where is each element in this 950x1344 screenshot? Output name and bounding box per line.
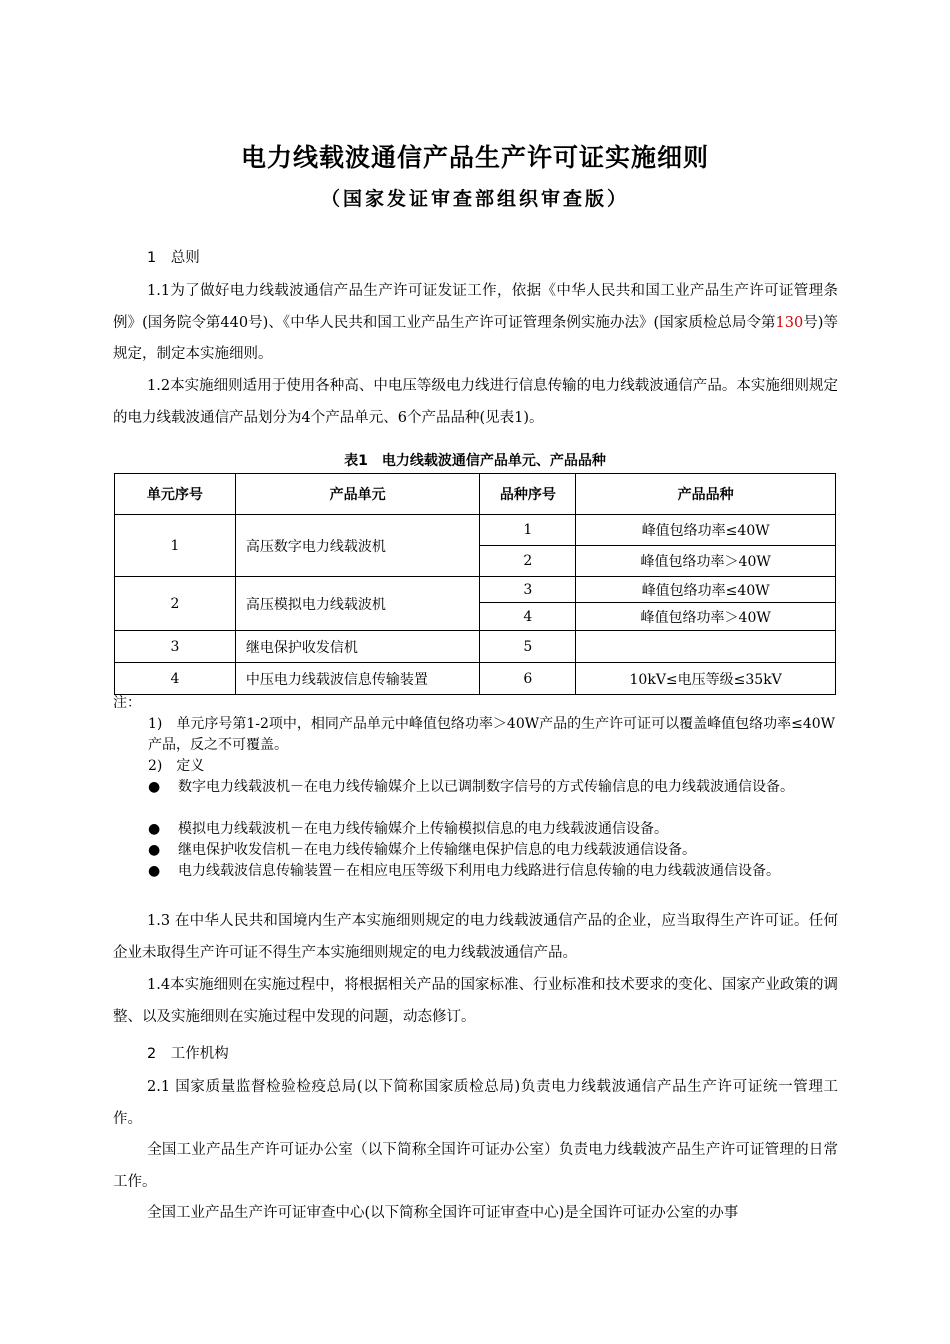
paragraph-1-4 [113, 970, 838, 1033]
definition-text: 继电保护收发信机－在电力线传输媒介上传输继电保护信息的电力线载波通信设备。 [178, 842, 696, 858]
paragraph-2-2-text: 全国工业产品生产许可证办公室（以下简称全国许可证办公室）负责电力线载波产品生产许可证管理的日常工作。 [113, 1142, 838, 1190]
section-1-heading: 1 总则 [147, 250, 200, 266]
paragraph-1-1-text: 1.1为了做好电力线载波通信产品生产许可证发证工作，依据《中华人民共和国工业产品生产许可证管理条例》(国务院令第440号)、《中华人民共和国工业产品生产许可证管理条例实施办法》(国家质检总局令第 [113, 283, 838, 331]
cell-unit: 高压数字电力线载波机 [235, 515, 480, 577]
bullet-icon: ● [148, 821, 161, 837]
cell-variant-no: 4 [480, 603, 576, 631]
cell-variant-no: 1 [480, 515, 576, 546]
cell-variant [576, 631, 836, 663]
paragraph-1-3 [113, 906, 838, 969]
bullet-icon: ● [148, 779, 161, 795]
table-row [115, 663, 836, 695]
paragraph-1-3-text: 1.3 在中华人民共和国境内生产本实施细则规定的电力线载波通信产品的企业，应当取得生产许可证。任何企业未取得生产许可证不得生产本实施细则规定的电力线载波通信产品。 [113, 913, 838, 961]
table-caption: 表1 电力线载波通信产品单元、产品品种 [344, 453, 606, 469]
paragraph-2-1 [113, 1072, 838, 1135]
table-header-row [115, 474, 836, 515]
bullet-icon: ● [148, 842, 161, 858]
header-unit-no: 单元序号 [115, 474, 236, 515]
cell-variant-no: 3 [480, 577, 576, 603]
cell-variant-no: 5 [480, 631, 576, 663]
header-variant-no: 品种序号 [480, 474, 576, 515]
paragraph-1-1 [113, 276, 838, 371]
cell-unit-no: 3 [115, 631, 236, 663]
document-title: 电力线载波通信产品生产许可证实施细则 [240, 143, 709, 172]
header-variant: 产品品种 [576, 474, 836, 515]
definition-text: 数字电力线载波机－在电力线传输媒介上以已调制数字信号的方式传输信息的电力线载波通信设备。 [178, 779, 794, 795]
paragraph-2-3-text: 全国工业产品生产许可证审查中心(以下简称全国许可证审查中心)是全国许可证办公室的办事 [147, 1205, 739, 1221]
cell-unit: 继电保护收发信机 [235, 631, 480, 663]
cell-variant: 峰值包络功率≤40W [576, 515, 836, 546]
cell-variant: 峰值包络功率＞40W [576, 546, 836, 577]
paragraph-2-1-text: 2.1 国家质量监督检验检疫总局(以下简称国家质检总局)负责电力线载波通信产品生产许可证统一管理工作。 [113, 1079, 838, 1127]
cell-unit-no: 2 [115, 577, 236, 631]
paragraph-2-3 [113, 1198, 838, 1230]
paragraph-1-2-text: 1.2本实施细则适用于使用各种高、中电压等级电力线进行信息传输的电力线载波通信产品。本实施细则规定的电力线载波通信产品划分为4个产品单元、6个产品品种(见表1)。 [113, 378, 838, 426]
cell-unit-no: 1 [115, 515, 236, 577]
cell-unit-no: 4 [115, 663, 236, 695]
cell-variant-no: 2 [480, 546, 576, 577]
cell-unit: 高压模拟电力线载波机 [235, 577, 480, 631]
document-subtitle: （国家发证审查部组织审查版） [320, 188, 629, 210]
paragraph-1-4-text: 1.4本实施细则在实施过程中，将根据相关产品的国家标准、行业标准和技术要求的变化、国家产业政策的调整、以及实施细则在实施过程中发现的问题，动态修订。 [113, 977, 838, 1025]
cell-variant: 峰值包络功率＞40W [576, 603, 836, 631]
definition-text: 模拟电力线载波机－在电力线传输媒介上传输模拟信息的电力线载波通信设备。 [178, 821, 668, 837]
paragraph-1-1-tail: 号)等规定，制定本实施细则。 [113, 314, 838, 362]
decree-number: 130 [775, 314, 804, 331]
cell-unit: 中压电力线载波信息传输装置 [235, 663, 480, 695]
table-row [115, 515, 836, 546]
cell-variant: 10kV≤电压等级≤35kV [576, 663, 836, 695]
table-row [115, 631, 836, 663]
paragraph-1-2 [113, 371, 838, 434]
definition-text: 电力线载波信息传输装置－在相应电压等级下利用电力线路进行信息传输的电力线载波通信设备。 [178, 863, 780, 879]
section-2-heading: 2 工作机构 [147, 1046, 229, 1062]
note-1: 1) 单元序号第1-2项中，相同产品单元中峰值包络功率＞40W产品的生产许可证可以覆盖峰值包络功率≤40W产品，反之不可覆盖。 [148, 716, 836, 753]
bullet-icon: ● [148, 863, 161, 879]
note-2: 2) 定义 [148, 758, 205, 774]
notes-label: 注： [113, 695, 141, 711]
header-unit: 产品单元 [235, 474, 480, 515]
cell-variant-no: 6 [480, 663, 576, 695]
product-unit-table [114, 473, 836, 695]
cell-variant: 峰值包络功率≤40W [576, 577, 836, 603]
table-row [115, 577, 836, 603]
paragraph-2-2 [113, 1135, 838, 1198]
